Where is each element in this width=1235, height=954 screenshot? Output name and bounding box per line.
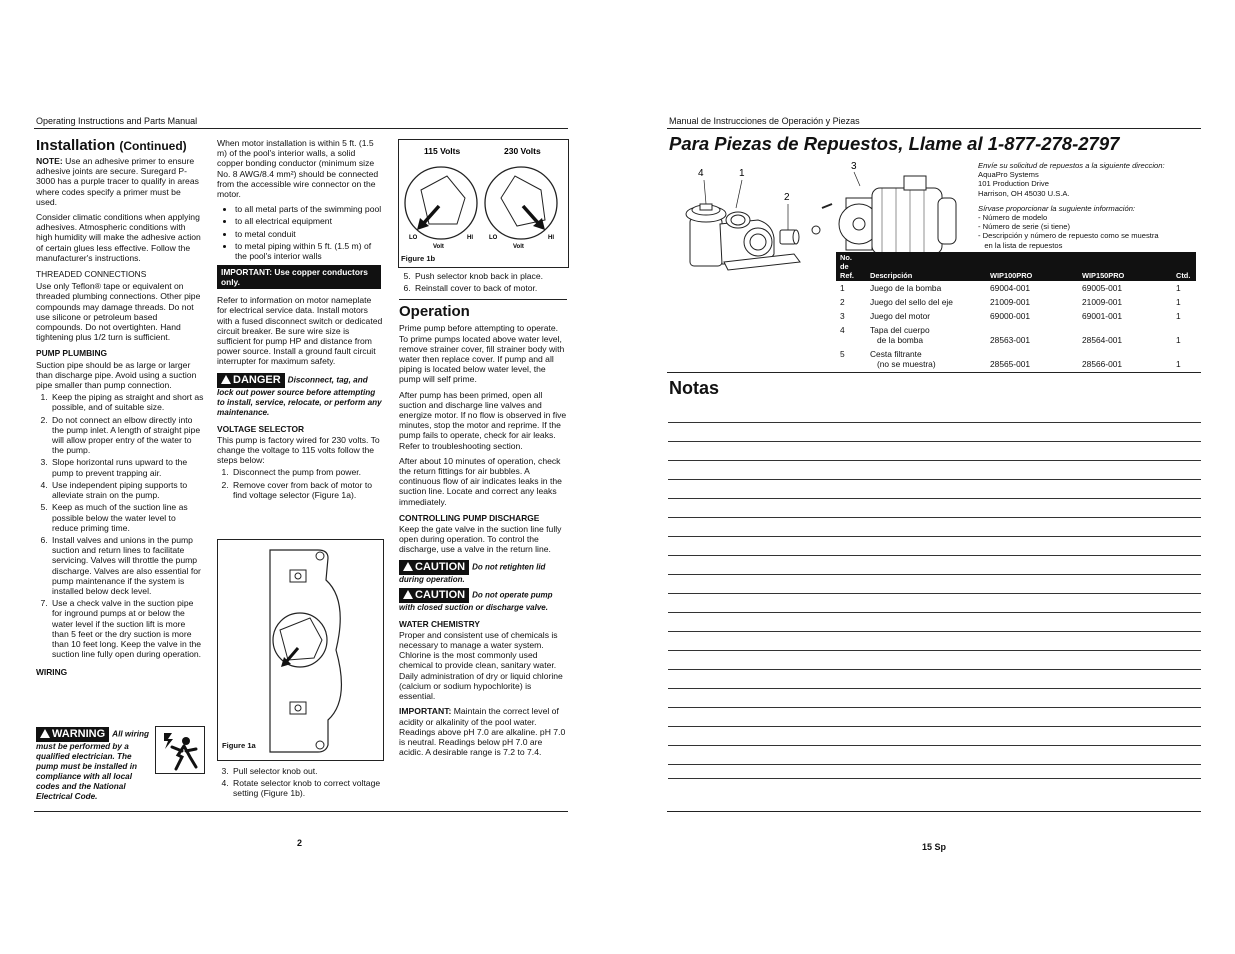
left-header: Operating Instructions and Parts Manual (36, 116, 198, 126)
threaded-paragraph: Use only Teflon® tape or equivalent on threaded plumbing connections. Other pipe compounds may damage threads. Do not use silicone or petroleum based compounds. Do not overtighten. Hand tightening plus 1/2 turn is sufficient. (36, 281, 201, 343)
cell-wip100: 28563-001 (990, 335, 1031, 345)
right-page-number: 15 Sp (922, 842, 947, 852)
notes-title: Notas (669, 378, 720, 398)
note-line (668, 778, 1201, 779)
cell-qty: 1 (1176, 335, 1181, 345)
figure-1b-caption: Figure 1b (401, 254, 436, 263)
cell-desc: Juego de la bomba (870, 283, 942, 293)
notes-top-rule (667, 372, 1201, 373)
note-line (668, 441, 1201, 442)
right-header-rule (667, 128, 1201, 129)
left-footer-rule (34, 811, 568, 812)
cell-wip100: 28565-001 (990, 359, 1031, 369)
voltage-knob-illustration (399, 140, 568, 267)
motor-paragraph: Refer to information on motor nameplate for electrical service data. Install motors with a fused disconnect switch or dedicated circuit breaker. Be sure wire size is sufficient for pump HP and distance from power source. Install a ground fault circuit interrupter for maximum safety. (217, 295, 383, 367)
caution-block-2 (399, 588, 567, 613)
list-item: 6. Reinstall cover to back of motor. (413, 283, 567, 293)
callout-3: 3 (851, 161, 857, 172)
note-line (668, 669, 1201, 670)
address-line: AquaPro Systems (978, 170, 1039, 180)
lo-label-right: LO (489, 235, 498, 241)
cell-qty: 1 (1176, 359, 1181, 369)
danger-triangle-icon (221, 375, 231, 384)
caution-text-2a: Do not operate pump with closed (399, 590, 553, 613)
list-item: 4. Use independent piping supports to alleviate strain on the pump. (50, 480, 204, 500)
cell-desc-line1: Cesta filtrante (870, 349, 922, 359)
list-item: 3. Pull selector knob out. (231, 766, 383, 776)
list-item: 6. Install valves and unions in the pump suction and return lines to facilitate servicing. Valves will throttle the pump discharge. Valves are also essential for pump maintenance if the system is installed below deck level. (50, 535, 204, 596)
cell-wip100: 69000-001 (990, 311, 1031, 321)
address-line: 101 Production Drive (978, 179, 1049, 189)
list-item: 1. Keep the piping as straight and short as possible, and of suitable size. (50, 392, 204, 412)
list-item: 5. Push selector knob back in place. (413, 271, 567, 281)
figure-1b (398, 139, 569, 268)
bonding-paragraph: When motor installation is within 5 ft. (1.5 m) of the pool's interior walls, a solid copper bonding conductor (minimum size No. 8 AWG/8.4 mm²) should be connected from the accessible wire connector on the motor. (217, 138, 379, 200)
provide-item: - Número de serie (si tiene) (978, 222, 1071, 232)
header-description: Descripción (866, 252, 986, 281)
cell-wip100: 21009-001 (990, 297, 1031, 307)
cell-ref: 2 (840, 297, 845, 307)
left-column-2-bottom (217, 766, 383, 803)
cell-desc: Juego del sello del eje (870, 297, 953, 307)
important-text: Maintain the correct level of acidity or alkalinity of the pool water. Readings above pH 7.0 are alkaline. pH 7.0 is neutral. Readings below pH 7.0 are acidic. A desirable range is 7.2 to 7.4. (399, 706, 566, 758)
note-line (668, 650, 1201, 651)
cell-desc-line1: Tapa del cuerpo (870, 325, 930, 335)
cell-desc-line2: (no se muestra) (876, 359, 936, 369)
right-header: Manual de Instrucciones de Operación y Piezas (669, 116, 860, 126)
climatic-paragraph: Consider climatic conditions when applying adhesives. Atmospheric conditions with high humidity will make the adhesive action of certain glues less effective. Follow the manufacturer's instructions. (36, 212, 201, 263)
cell-wip150: 69005-001 (1082, 283, 1123, 293)
list-item: 5. Keep as much of the suction line as possible below the water level to reduce priming time. (50, 502, 204, 533)
table-row (836, 281, 1196, 295)
voltage-selector-plate-illustration (218, 540, 383, 760)
note-label: NOTE: (36, 156, 63, 166)
volt-label-left: Volt (433, 244, 444, 250)
voltage-paragraph: This pump is factory wired for 230 volts. To change the voltage to 115 volts follow the steps below: (217, 434, 380, 466)
lo-label-left: LO (409, 235, 418, 241)
send-intro: Envíe su solicitud de repuestos a la siguiente direccion: (978, 161, 1165, 170)
list-item: • to all metal parts of the swimming pool (235, 204, 383, 214)
discharge-heading: CONTROLLING PUMP DISCHARGE (399, 512, 540, 523)
list-item: 2. Do not connect an elbow directly into the pump inlet. A length of straight pipe will allow proper entry of the water to the pump. (50, 415, 204, 456)
parts-title: Para Piezas de Repuestos, Llame al 1-877-278-2797 (669, 133, 1120, 154)
danger-label: DANGER (233, 373, 281, 386)
header-ref-a: No. de (840, 253, 852, 271)
bonding-bullets (217, 204, 383, 261)
caution-label-1: CAUTION (415, 560, 466, 573)
header-wip150pro: WIP150PRO (1078, 252, 1172, 281)
note-line (668, 688, 1201, 689)
note-line (668, 536, 1201, 537)
danger-badge (217, 373, 285, 388)
cell-qty: 1 (1176, 311, 1181, 321)
left-page-number: 2 (297, 838, 303, 848)
important-label: IMPORTANT: (399, 706, 452, 717)
chemistry-paragraph: Proper and consistent use of chemicals is necessary to manage a water system. Chlorine is the most commonly used chemical to provide clean, sanitary water. Daily administration of dry or liquid chlorine (calcium or sodium hypochlorite) is essential. (399, 629, 563, 702)
table-row (836, 347, 1196, 371)
note-line (668, 555, 1201, 556)
warning-label: WARNING (52, 728, 106, 740)
volt-label-right: Volt (513, 244, 524, 250)
label-230-volts: 230 Volts (504, 146, 541, 156)
header-qty: Ctd. (1172, 252, 1196, 281)
caution-text-2b: suction or discharge valve. (444, 603, 548, 613)
parts-table-header (836, 252, 1196, 281)
provide-intro: Sírvase proporcionar la suguiente información: (978, 203, 1136, 213)
hi-label-right: HI (548, 235, 554, 241)
note-text: Use an adhesive primer to ensure adhesive joints are secure. Suregard P-3000 has a purple tracer to qualify in areas where codes specify a primer must be used. (36, 156, 199, 207)
provide-item: en la lista de repuestos (978, 240, 1063, 250)
cell-wip150: 21009-001 (1082, 297, 1123, 307)
operation-paragraph-2: After pump has been primed, open all suction and discharge line valves and energize motor. If no flow is observed in five minutes, stop the motor and reprime. If the pump fails to operate, check for air leaks. Refer to troubleshooting section. (399, 389, 567, 451)
note-line (668, 422, 1201, 423)
plumbing-steps (36, 392, 204, 659)
list-item: 3. Slope horizontal runs upward to the pump to prevent trapping air. (50, 457, 204, 477)
note-line (668, 574, 1201, 575)
note-line (668, 517, 1201, 518)
order-info (978, 161, 1200, 250)
caution-triangle-icon (403, 562, 413, 571)
caution-text-1: Do not retighten lid during operation. (399, 562, 546, 584)
header-wip100pro: WIP100PRO (986, 252, 1078, 281)
note-line (668, 612, 1201, 613)
label-115-volts: 115 Volts (424, 146, 461, 156)
cell-ref: 5 (840, 349, 845, 359)
provide-item: - Número de modelo (978, 213, 1048, 223)
note-line (668, 631, 1201, 632)
list-item: 4. Rotate selector knob to correct voltage setting (Figure 1b). (231, 778, 383, 798)
figure-1a-caption: Figure 1a (222, 741, 256, 750)
cover-steps (399, 271, 567, 293)
warning-text-b: wiring must be performed by a qualified electrician. The pump must be installed in compliance with all local codes and the National Electrical Code. (36, 729, 150, 801)
note-line (668, 726, 1201, 727)
table-row (836, 323, 1196, 347)
cell-qty: 1 (1176, 283, 1181, 293)
list-item: • to all electrical equipment (235, 216, 383, 226)
note-line (668, 707, 1201, 708)
list-item: • to metal piping within 5 ft. (1.5 m) of the pool's interior walls (235, 241, 383, 261)
table-row (836, 309, 1196, 323)
callout-1: 1 (739, 168, 745, 179)
important-ph-paragraph (399, 706, 567, 757)
cell-wip150: 28566-001 (1082, 359, 1123, 369)
list-item: • to metal conduit (235, 229, 383, 239)
parts-table (836, 252, 1196, 371)
installation-title-sub: (Continued) (119, 139, 187, 153)
chemistry-heading: WATER CHEMISTRY (399, 618, 480, 629)
installation-title-text: Installation (36, 137, 116, 154)
caution-badge-2 (399, 588, 469, 603)
table-row (836, 295, 1196, 309)
operation-paragraph-1: Prime pump before attempting to operate. To prime pumps located above water level, remove strainer cover, fill strainer body with water then replace cover. If pump and all piping is located below water level, the pump will self prime. (399, 323, 565, 385)
discharge-paragraph: Keep the gate valve in the suction line fully open during operation. To control the discharge, use a valve in the return line. (399, 524, 562, 555)
caution-block-1 (399, 560, 567, 585)
provide-item: - Descripción y número de repuesto como se muestra (978, 231, 1159, 241)
important-copper-box: IMPORTANT: Use copper conductors only. (217, 265, 381, 289)
note-line (668, 479, 1201, 480)
pump-plumbing-paragraph: Suction pipe should be as large or larger than discharge pipe. Avoid using a suction pipe smaller than pump connection. (36, 359, 197, 391)
cell-qty: 1 (1176, 297, 1181, 307)
list-item: 7. Use a check valve in the suction pipe for inground pumps at or below the water level if the suction lift is more than 5 feet or the dry suction is more than 10 feet long. Keep the valve in the suction line fully open during operation. (50, 598, 204, 659)
warning-badge (36, 727, 109, 742)
list-item: 1. Disconnect the pump from power. (231, 467, 383, 477)
electric-shock-icon (155, 726, 205, 774)
caution-triangle-icon (403, 590, 413, 599)
danger-block (217, 373, 383, 418)
warning-text-a: All (112, 729, 123, 739)
list-item: 2. Remove cover from back of motor to find voltage selector (Figure 1a). (231, 480, 383, 500)
left-header-rule (34, 128, 568, 129)
operation-title: Operation (399, 303, 470, 321)
callout-4: 4 (698, 168, 704, 179)
voltage-steps (217, 467, 383, 500)
cell-wip150: 28564-001 (1082, 335, 1123, 345)
voltage-heading: VOLTAGE SELECTOR (217, 423, 305, 434)
left-column-3 (399, 271, 567, 762)
caution-badge-1 (399, 560, 469, 575)
figure-1a (217, 539, 384, 761)
note-paragraph (36, 156, 204, 207)
header-ref-b: Ref. (840, 271, 854, 280)
installation-title (36, 138, 204, 154)
operation-paragraph-3: After about 10 minutes of operation, check the return fittings for air bubbles. A continuous flow of air indicates leaks in the suction line. Locate and correct any leaks immediately. (399, 455, 562, 507)
header-ref (836, 252, 866, 281)
left-column-1 (36, 138, 204, 679)
note-line (668, 745, 1201, 746)
cell-desc: Juego del motor (870, 311, 931, 321)
wiring-heading: WIRING (36, 667, 68, 678)
selector-steps (217, 766, 383, 799)
operation-rule (399, 299, 567, 300)
right-footer-rule (667, 811, 1201, 812)
caution-label-2: CAUTION (415, 589, 466, 602)
cell-ref: 1 (840, 283, 845, 293)
address-line: Harrison, OH 45030 U.S.A. (978, 188, 1070, 198)
callout-2: 2 (784, 192, 790, 203)
warning-triangle-icon (40, 729, 50, 738)
note-line (668, 593, 1201, 594)
note-line (668, 764, 1201, 765)
cell-wip150: 69001-001 (1082, 311, 1123, 321)
pump-plumbing-heading: PUMP PLUMBING (36, 348, 108, 359)
threaded-heading: THREADED CONNECTIONS (36, 269, 147, 280)
cell-desc (866, 323, 986, 347)
note-line (668, 460, 1201, 461)
cell-ref: 3 (840, 311, 845, 321)
danger-text: Disconnect, tag, and lock out power source before attempting to install, service, relocate, or perform any maintenance. (217, 375, 382, 417)
cell-desc (866, 347, 986, 371)
hi-label-left: HI (467, 235, 473, 241)
note-line (668, 498, 1201, 499)
cell-wip100: 69004-001 (990, 283, 1031, 293)
left-column-2 (217, 138, 383, 504)
cell-ref: 4 (840, 325, 845, 335)
cell-desc-line2: de la bomba (876, 335, 924, 345)
